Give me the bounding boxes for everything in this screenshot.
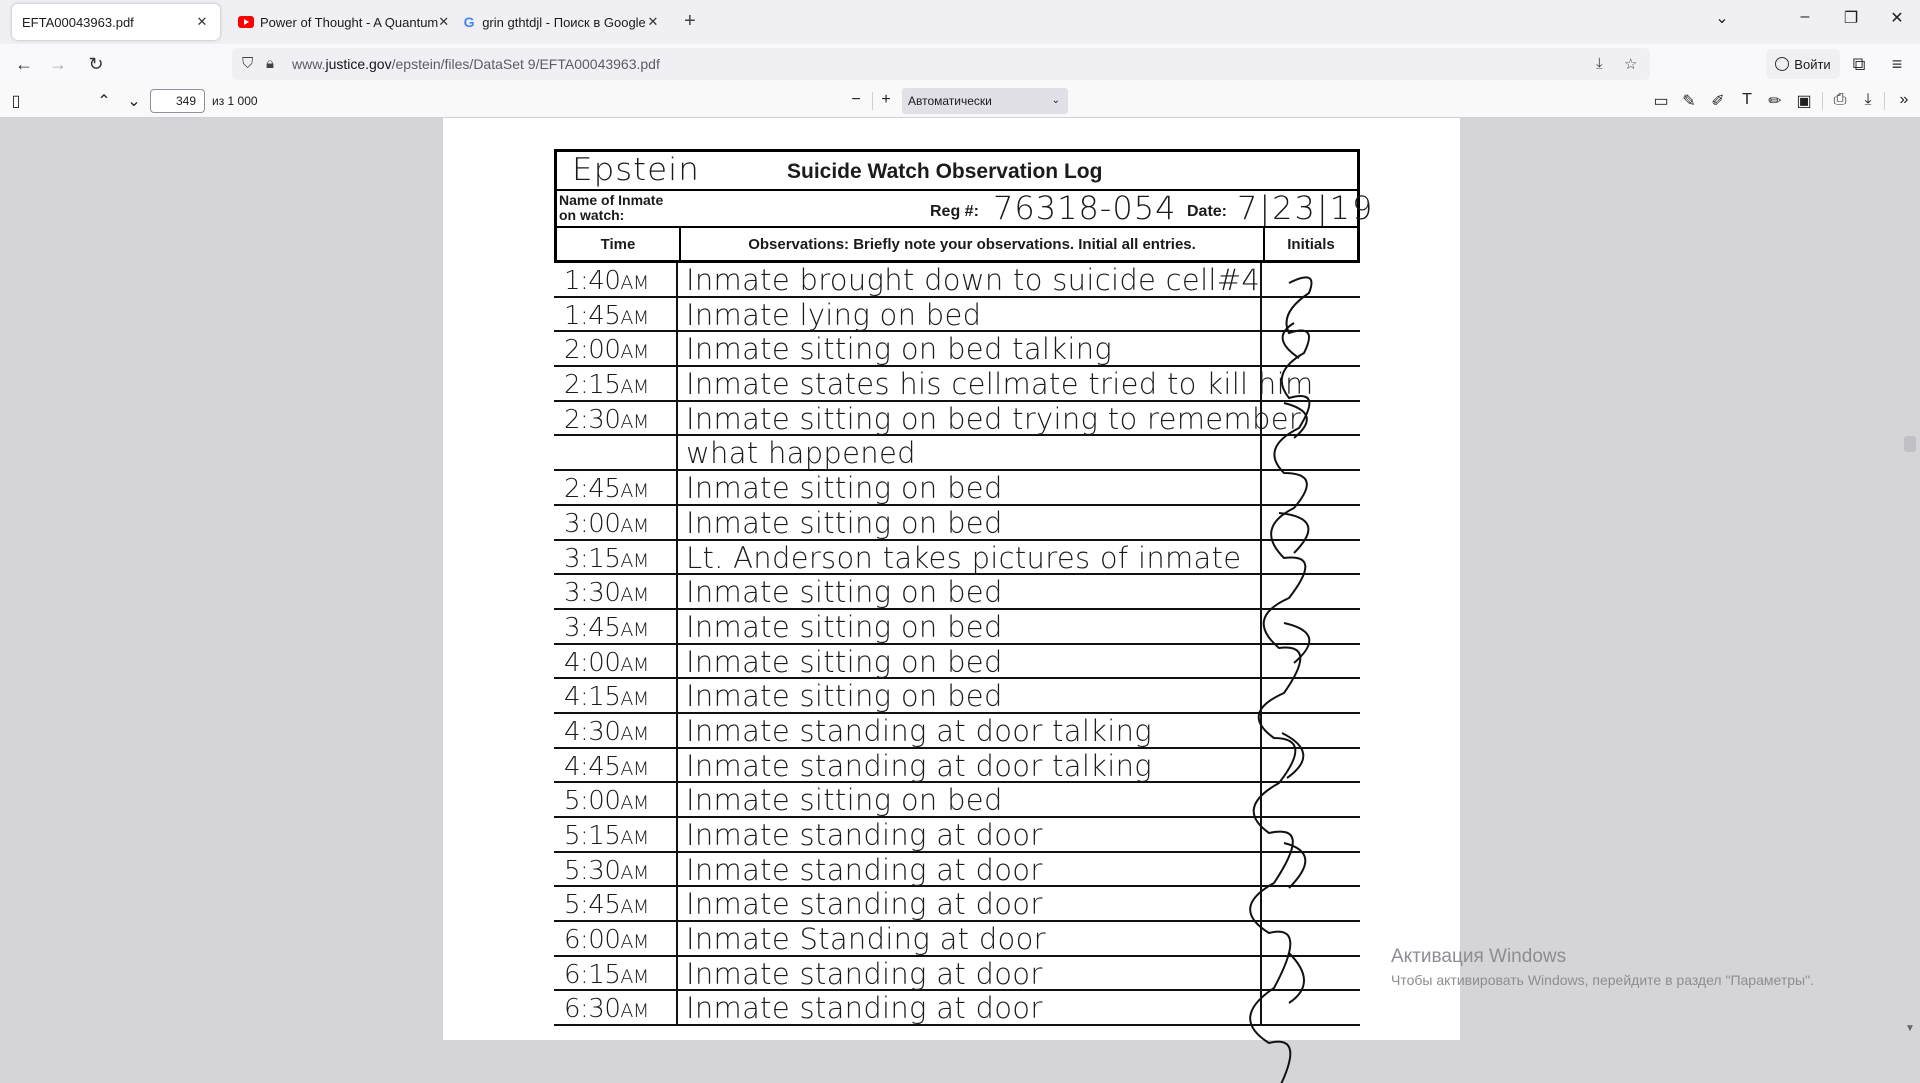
- row-observation: Inmate sitting on bed talking: [678, 332, 1262, 365]
- row-time-value: 6:30: [564, 994, 621, 1025]
- row-observation: Inmate standing at door talking: [678, 714, 1262, 747]
- row-initials: [1262, 922, 1360, 955]
- highlight-icon[interactable]: ✐: [1711, 93, 1725, 110]
- row-time-value: 2:30: [564, 404, 621, 435]
- row-time: [554, 645, 678, 678]
- log-row: [554, 506, 1360, 541]
- row-time-ampm: AM: [620, 549, 649, 572]
- row-time-ampm: AM: [620, 688, 649, 711]
- row-time-value: 2:15: [564, 370, 621, 401]
- log-row: [554, 749, 1360, 784]
- row-time: [554, 610, 678, 643]
- tab-pdf[interactable]: [12, 4, 220, 40]
- row-observation: what happened: [678, 436, 1262, 469]
- tab-youtube[interactable]: [228, 4, 450, 40]
- row-time-value: 6:15: [564, 959, 621, 990]
- login-button[interactable]: [1766, 49, 1840, 79]
- log-row: [554, 645, 1360, 680]
- row-time-ampm: AM: [620, 584, 649, 607]
- download-icon[interactable]: ⤓: [1864, 91, 1872, 108]
- tab-title: grin gthtdjl - Поиск в Google: [482, 14, 646, 30]
- zoom-in-icon[interactable]: +: [881, 91, 891, 108]
- row-time: [554, 436, 678, 469]
- row-observation: Inmate sitting on bed: [678, 645, 1262, 678]
- row-initials: [1262, 402, 1360, 435]
- row-observation: Inmate brought down to suicide cell#4: [678, 263, 1262, 296]
- navigation-bar: [0, 44, 1920, 84]
- login-label: Войти: [1794, 56, 1831, 72]
- row-initials: [1262, 645, 1360, 678]
- next-page-icon[interactable]: ⌄: [127, 93, 141, 110]
- page-count: из 1 000: [212, 94, 258, 108]
- name-label: Name of Inmate on watch:: [559, 192, 664, 223]
- shield-icon[interactable]: ⛉: [242, 55, 254, 72]
- account-icon: [1775, 57, 1789, 71]
- row-initials: [1262, 298, 1360, 331]
- zoom-out-icon[interactable]: −: [851, 91, 861, 108]
- row-time-value: 3:30: [564, 578, 621, 609]
- row-observation: Inmate sitting on bed: [678, 471, 1262, 504]
- row-time: [554, 367, 678, 400]
- row-initials: [1262, 436, 1360, 469]
- reg-label: Reg #:: [930, 203, 979, 220]
- row-time: [554, 402, 678, 435]
- row-time: [554, 818, 678, 851]
- row-time: [554, 575, 678, 608]
- row-time-value: 3:00: [564, 508, 621, 539]
- watermark-title: Активация Windows: [1391, 946, 1567, 967]
- inmate-name: Epstein: [571, 152, 700, 188]
- row-time-value: 5:00: [564, 786, 621, 817]
- log-row: [554, 402, 1360, 437]
- row-time: [554, 714, 678, 747]
- row-initials: [1262, 991, 1360, 1024]
- log-row: [554, 367, 1360, 402]
- row-time-ampm: AM: [620, 896, 649, 919]
- row-observation: Inmate standing at door: [678, 853, 1262, 886]
- col-time-header: Time: [557, 228, 681, 260]
- row-time-value: 3:45: [564, 612, 621, 643]
- log-row: [554, 263, 1360, 298]
- watermark-subtitle: Чтобы активировать Windows, перейдите в раздел "Параметры".: [1391, 972, 1814, 988]
- log-row: [554, 332, 1360, 367]
- row-time-value: 5:30: [564, 855, 621, 886]
- scroll-down-arrow-icon[interactable]: ▼: [1905, 1023, 1915, 1034]
- row-time: [554, 887, 678, 920]
- zoom-select[interactable]: [902, 88, 1068, 114]
- row-time-value: 1:45: [564, 300, 621, 331]
- previous-page-icon[interactable]: ⌃: [97, 93, 111, 110]
- row-initials: [1262, 332, 1360, 365]
- row-time: [554, 991, 678, 1024]
- row-initials: [1262, 853, 1360, 886]
- new-tab-button[interactable]: +: [684, 10, 696, 32]
- row-time: [554, 783, 678, 816]
- draw-icon[interactable]: ✏: [1768, 93, 1782, 110]
- window-close-button[interactable]: ✕: [1890, 10, 1904, 27]
- log-row: [554, 714, 1360, 749]
- row-time-value: 4:30: [564, 716, 621, 747]
- row-time: [554, 541, 678, 574]
- row-time-value: 2:00: [564, 335, 621, 366]
- row-time-value: 4:45: [564, 751, 621, 782]
- log-subheader: [554, 189, 1375, 227]
- row-time-ampm: AM: [620, 341, 649, 364]
- tab-title: EFTA00043963.pdf: [22, 14, 134, 30]
- date-label: Date:: [1187, 203, 1228, 220]
- row-initials: [1262, 610, 1360, 643]
- log-header: [554, 149, 1360, 189]
- row-initials: [1262, 783, 1360, 816]
- url-prefix: www.: [292, 56, 326, 72]
- row-initials: [1262, 506, 1360, 539]
- row-time-ampm: AM: [620, 410, 649, 433]
- row-initials: [1262, 263, 1360, 296]
- row-observation: Lt. Anderson takes pictures of inmate: [678, 541, 1262, 574]
- row-time-ampm: AM: [620, 1000, 649, 1023]
- pdf-toolbar: [0, 84, 1920, 118]
- close-icon[interactable]: ✕: [438, 14, 450, 29]
- print-icon[interactable]: ⎙: [1833, 91, 1847, 108]
- row-time: [554, 263, 678, 296]
- row-time-ampm: AM: [620, 965, 649, 988]
- youtube-icon: [238, 14, 254, 30]
- row-time: [554, 679, 678, 712]
- chevron-down-icon: ⌄: [1051, 95, 1060, 106]
- tab-title: Power of Thought - A Quantum: [260, 14, 439, 30]
- reg-value: 76318-054: [993, 189, 1177, 227]
- row-observation: Inmate standing at door: [678, 887, 1262, 920]
- divider: [1884, 92, 1885, 110]
- minimize-button[interactable]: –: [1800, 8, 1810, 25]
- row-time-value: 4:00: [564, 647, 621, 678]
- row-time-value: 1:40: [564, 266, 621, 296]
- google-icon: G: [463, 14, 475, 30]
- url-domain: justice.gov: [325, 56, 392, 72]
- row-observation: Inmate standing at door: [678, 818, 1262, 851]
- row-observation: Inmate Standing at door: [678, 922, 1262, 955]
- restore-button[interactable]: ❐: [1843, 10, 1859, 27]
- date-value: 7|23|19: [1237, 189, 1375, 227]
- log-row: [554, 471, 1360, 506]
- row-observation: Inmate sitting on bed: [678, 610, 1262, 643]
- log-row: [554, 818, 1360, 853]
- row-observation: Inmate standing at door: [678, 957, 1262, 990]
- col-observations-header: Observations: Briefly note your observations. Initial all entries.: [681, 228, 1265, 260]
- edit-icon[interactable]: ✎: [1682, 93, 1696, 110]
- image-icon[interactable]: ▣: [1796, 93, 1812, 110]
- row-time-value: 3:15: [564, 543, 621, 574]
- row-initials: [1262, 818, 1360, 851]
- more-tools-icon[interactable]: »: [1899, 91, 1909, 108]
- row-time-ampm: AM: [620, 272, 649, 294]
- row-observation: Inmate standing at door: [678, 991, 1262, 1024]
- url-bar[interactable]: [232, 48, 1650, 80]
- row-time: [554, 332, 678, 365]
- extensions-icon[interactable]: ⧉: [1852, 54, 1866, 74]
- row-observation: Inmate sitting on bed: [678, 783, 1262, 816]
- row-time-value: 2:45: [564, 474, 621, 505]
- row-initials: [1262, 957, 1360, 990]
- row-time-value: 4:15: [564, 682, 621, 713]
- log-row: [554, 575, 1360, 610]
- row-time: [554, 922, 678, 955]
- pdf-viewer[interactable]: [0, 118, 1920, 1040]
- row-observation: Inmate sitting on bed: [678, 506, 1262, 539]
- windows-activation-watermark: [1391, 946, 1814, 988]
- back-arrow-icon[interactable]: ←: [15, 54, 33, 74]
- row-initials: [1262, 887, 1360, 920]
- row-time-ampm: AM: [620, 827, 649, 849]
- log-row: [554, 783, 1360, 818]
- forward-arrow-icon[interactable]: →: [49, 54, 67, 74]
- log-row: [554, 610, 1360, 645]
- text-icon[interactable]: T: [1742, 91, 1752, 108]
- row-observation: Inmate sitting on bed: [678, 575, 1262, 608]
- divider: [1822, 92, 1823, 110]
- log-row: [554, 991, 1360, 1026]
- reload-icon[interactable]: ↻: [88, 54, 104, 74]
- lock-icon[interactable]: 🔒︎: [266, 55, 274, 72]
- row-time-ampm: AM: [620, 757, 649, 780]
- row-initials: [1262, 575, 1360, 608]
- page-number-input[interactable]: 349: [150, 89, 205, 113]
- row-time-value: 5:45: [564, 890, 621, 921]
- menu-icon[interactable]: ≡: [1891, 54, 1903, 74]
- divider: [872, 92, 873, 110]
- log-row: [554, 679, 1360, 714]
- column-headers: [554, 226, 1360, 263]
- scrollbar-thumb[interactable]: [1904, 436, 1916, 452]
- zoom-label: Автоматически: [908, 94, 992, 108]
- row-time-ampm: AM: [620, 653, 649, 676]
- tab-google[interactable]: [452, 4, 670, 40]
- log-row: [554, 853, 1360, 888]
- log-row: [554, 887, 1360, 922]
- row-time-ampm: AM: [620, 306, 649, 329]
- row-time: [554, 749, 678, 782]
- observation-log: [554, 149, 1375, 1026]
- close-icon[interactable]: ✕: [196, 14, 208, 29]
- row-time: [554, 471, 678, 504]
- url-path: /epstein/files/DataSet 9/EFTA00043963.pdf: [391, 56, 660, 72]
- log-title: Suicide Watch Observation Log: [787, 160, 1103, 183]
- col-initials-header: Initials: [1287, 236, 1335, 253]
- pdf-page: [443, 118, 1460, 1040]
- bookmark-star-icon[interactable]: ☆: [1624, 56, 1638, 73]
- row-time-ampm: AM: [620, 376, 649, 399]
- row-time-ampm: AM: [620, 722, 649, 745]
- row-initials: [1262, 749, 1360, 782]
- log-row: [554, 541, 1360, 576]
- row-observation: Inmate sitting on bed trying to remember: [678, 402, 1262, 435]
- row-initials: [1262, 679, 1360, 712]
- comment-icon[interactable]: ▭: [1653, 93, 1669, 110]
- row-observation: Inmate lying on bed: [678, 298, 1262, 331]
- log-row: [554, 298, 1360, 333]
- row-initials: [1262, 541, 1360, 574]
- row-time-ampm: AM: [620, 618, 649, 641]
- row-initials: [1262, 714, 1360, 747]
- log-row: [554, 436, 1360, 471]
- url-text[interactable]: [292, 56, 660, 72]
- log-rows: [554, 263, 1360, 1026]
- save-to-device-icon[interactable]: ⤓: [1596, 55, 1603, 72]
- row-observation: Inmate standing at door talking: [678, 749, 1262, 782]
- row-initials: [1262, 471, 1360, 504]
- row-time: [554, 506, 678, 539]
- row-observation: Inmate states his cellmate tried to kill him: [678, 367, 1262, 400]
- log-row: [554, 957, 1360, 992]
- row-time-ampm: AM: [620, 480, 649, 503]
- row-time-value: 6:00: [564, 925, 621, 956]
- row-time: [554, 298, 678, 331]
- tab-strip: [0, 0, 1920, 44]
- row-initials: [1262, 367, 1360, 400]
- row-time-ampm: AM: [620, 931, 649, 954]
- log-row: [554, 922, 1360, 957]
- row-time-ampm: AM: [620, 861, 649, 884]
- row-time-ampm: AM: [620, 792, 649, 815]
- row-time: [554, 853, 678, 886]
- tab-list-chevron-icon[interactable]: ⌄: [1715, 10, 1729, 27]
- row-time: [554, 957, 678, 990]
- row-time-ampm: AM: [620, 514, 649, 537]
- row-time-value: 5:15: [564, 821, 621, 851]
- sidebar-toggle-icon[interactable]: ▯: [11, 93, 21, 110]
- row-observation: Inmate sitting on bed: [678, 679, 1262, 712]
- close-icon[interactable]: ✕: [647, 14, 659, 29]
